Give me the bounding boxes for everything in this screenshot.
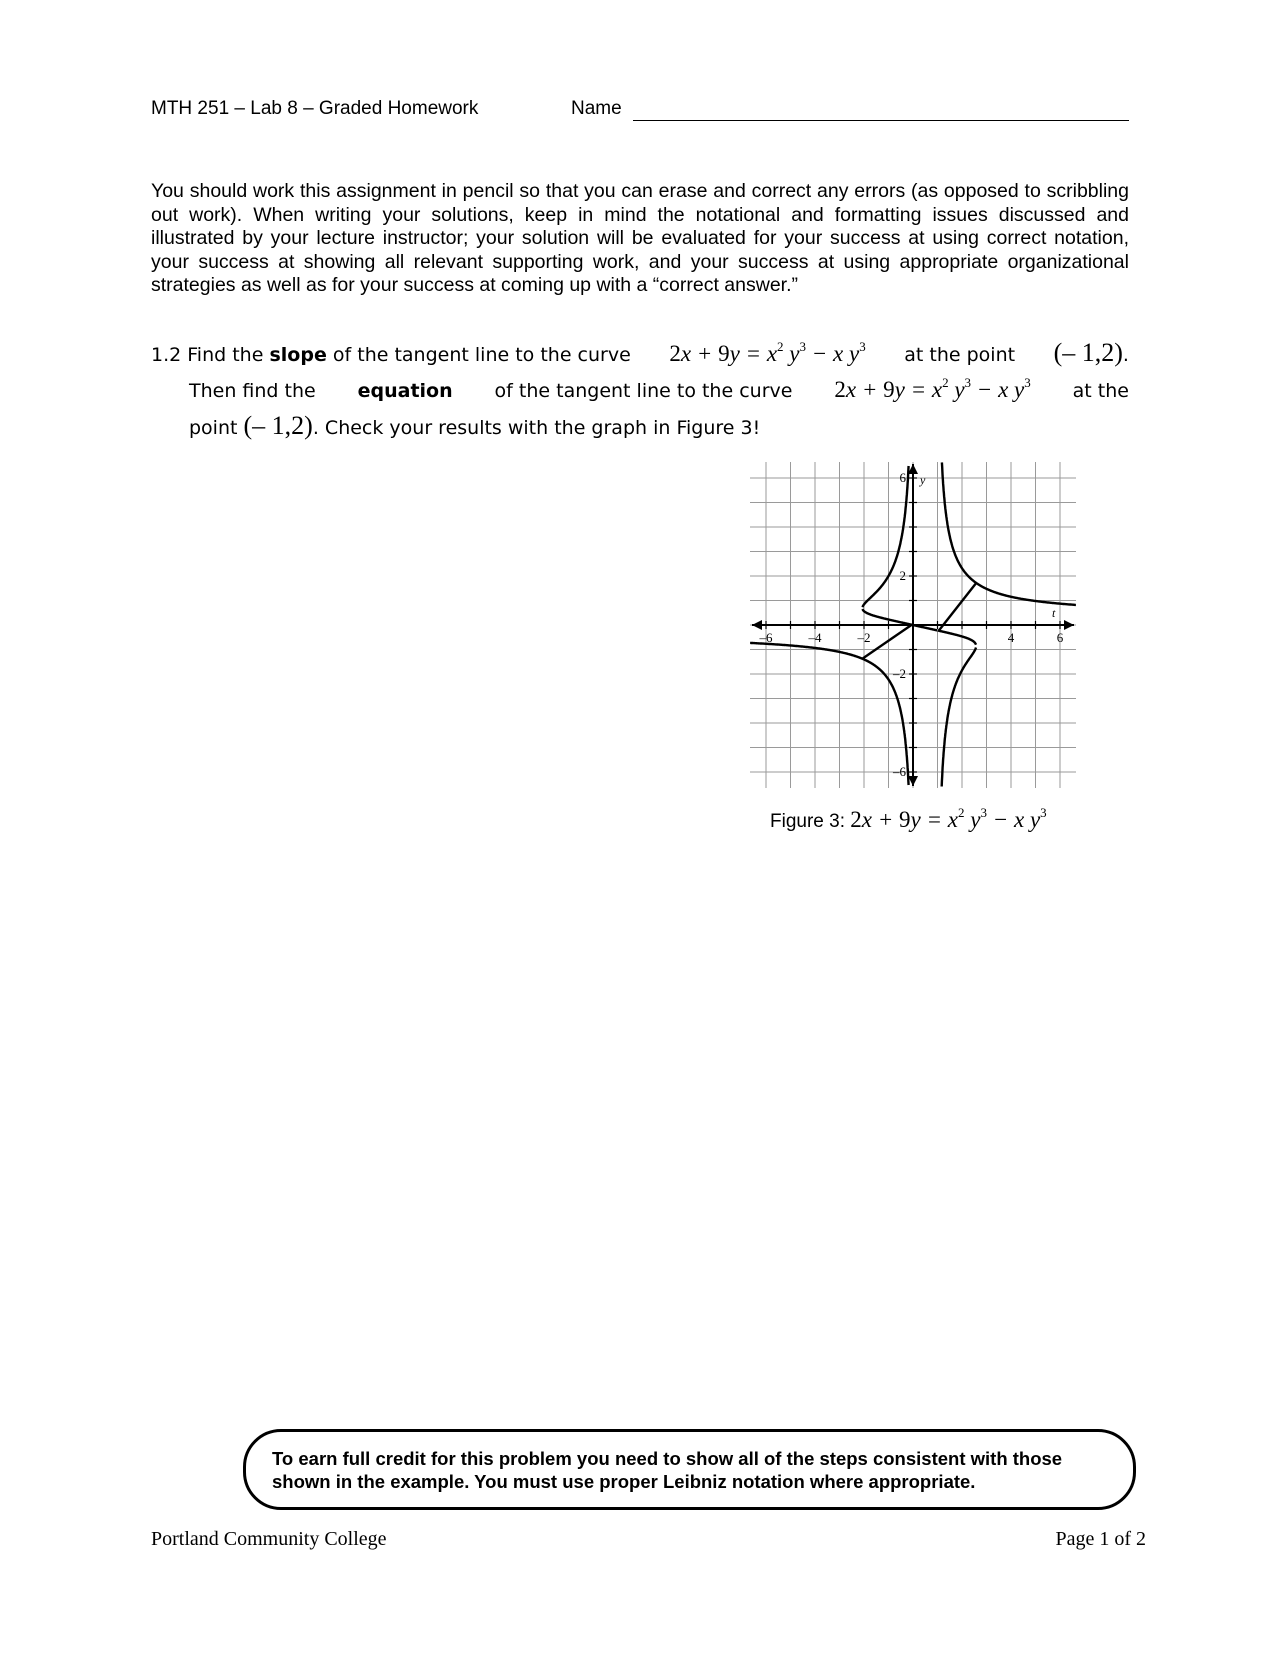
curve-equation: $2x + 9y = x^2$ $y^3 - x$ $y^3$	[834, 375, 1031, 402]
page-header	[151, 98, 1131, 128]
problem-line-2	[189, 375, 1129, 403]
problem-text: at the	[1072, 380, 1129, 402]
problem-text: of the tangent line to the curve	[494, 380, 793, 402]
x-axis-label: t	[1052, 606, 1056, 620]
curve-branch	[863, 609, 912, 625]
x-axis-arrow-left	[752, 620, 762, 630]
problem-text: Then find the	[189, 380, 316, 402]
curve-branch	[942, 462, 976, 582]
footer-page-number: Page 1 of 2	[1055, 1528, 1146, 1550]
course-title: MTH 251 – Lab 8 – Graded Homework	[151, 98, 479, 119]
problem-number: 1.2	[151, 344, 182, 366]
x-tick-label: 6	[1056, 630, 1064, 645]
x-tick-label: –2	[857, 630, 871, 645]
y-tick-label: 6	[899, 470, 906, 485]
problem-line-3	[189, 411, 760, 441]
y-axis-label: y	[920, 473, 926, 487]
caption-label: Figure 3:	[770, 811, 845, 832]
keyword-slope: slope	[269, 344, 327, 366]
caption-equation: $2x + 9y = x^2$ $y^3 - x$ $y^3$	[850, 805, 1047, 832]
curve-branch	[942, 648, 976, 787]
point-value: (– 1,2)	[243, 411, 313, 440]
problem-text: . Check your results with the graph in Figure 3!	[312, 417, 761, 439]
problem-text: point	[189, 417, 238, 439]
instructions-paragraph: You should work this assignment in pencil so that you can erase and correct any errors (as opposed to scribbling out work). When writing your solutions, keep in mind the notational and formatting issues discussed and illustrated by your lecture instructor; your solution will be evaluated for your success at using correct notation, your success at showing all relevant supporting work, and your success at using appropriate organizational strategies as well as for your success at coming up with a “correct answer.”	[151, 180, 1129, 296]
name-blank-line[interactable]	[633, 120, 1129, 121]
credit-notice-box	[243, 1429, 1136, 1510]
point-value: (– 1,2)	[1053, 338, 1123, 367]
x-axis-arrow-right	[1064, 620, 1074, 630]
curve-branch	[863, 466, 909, 607]
axes	[752, 464, 1074, 786]
problem-text: at the point	[904, 344, 1016, 366]
x-tick-label: –4	[808, 630, 822, 645]
keyword-equation: equation	[357, 380, 453, 402]
y-tick-label: 2	[899, 568, 906, 583]
credit-notice-text: To earn full credit for this problem you need to show all of the steps consistent with those shown in the example. You must use proper Leibniz notation where appropriate.	[272, 1448, 1063, 1492]
x-tick-label: 4	[1007, 630, 1015, 645]
curve-equation: $2x + 9y = x^2$ $y^3 - x$ $y^3$	[669, 339, 866, 366]
problem-text: Find the	[187, 344, 264, 366]
problem-line-1	[151, 338, 1129, 368]
figure-caption	[770, 805, 1047, 833]
figure-3-graph	[748, 460, 1078, 790]
curve-branch	[939, 631, 976, 645]
x-tick-label: –6	[759, 630, 773, 645]
name-label: Name	[571, 98, 622, 119]
graph-svg	[748, 460, 1078, 790]
problem-text: of the tangent line to the curve	[332, 344, 631, 366]
y-tick-label: –2	[893, 666, 906, 681]
footer-institution: Portland Community College	[151, 1528, 387, 1550]
problem-text: .	[1122, 344, 1129, 366]
y-tick-label: –6	[893, 764, 906, 779]
